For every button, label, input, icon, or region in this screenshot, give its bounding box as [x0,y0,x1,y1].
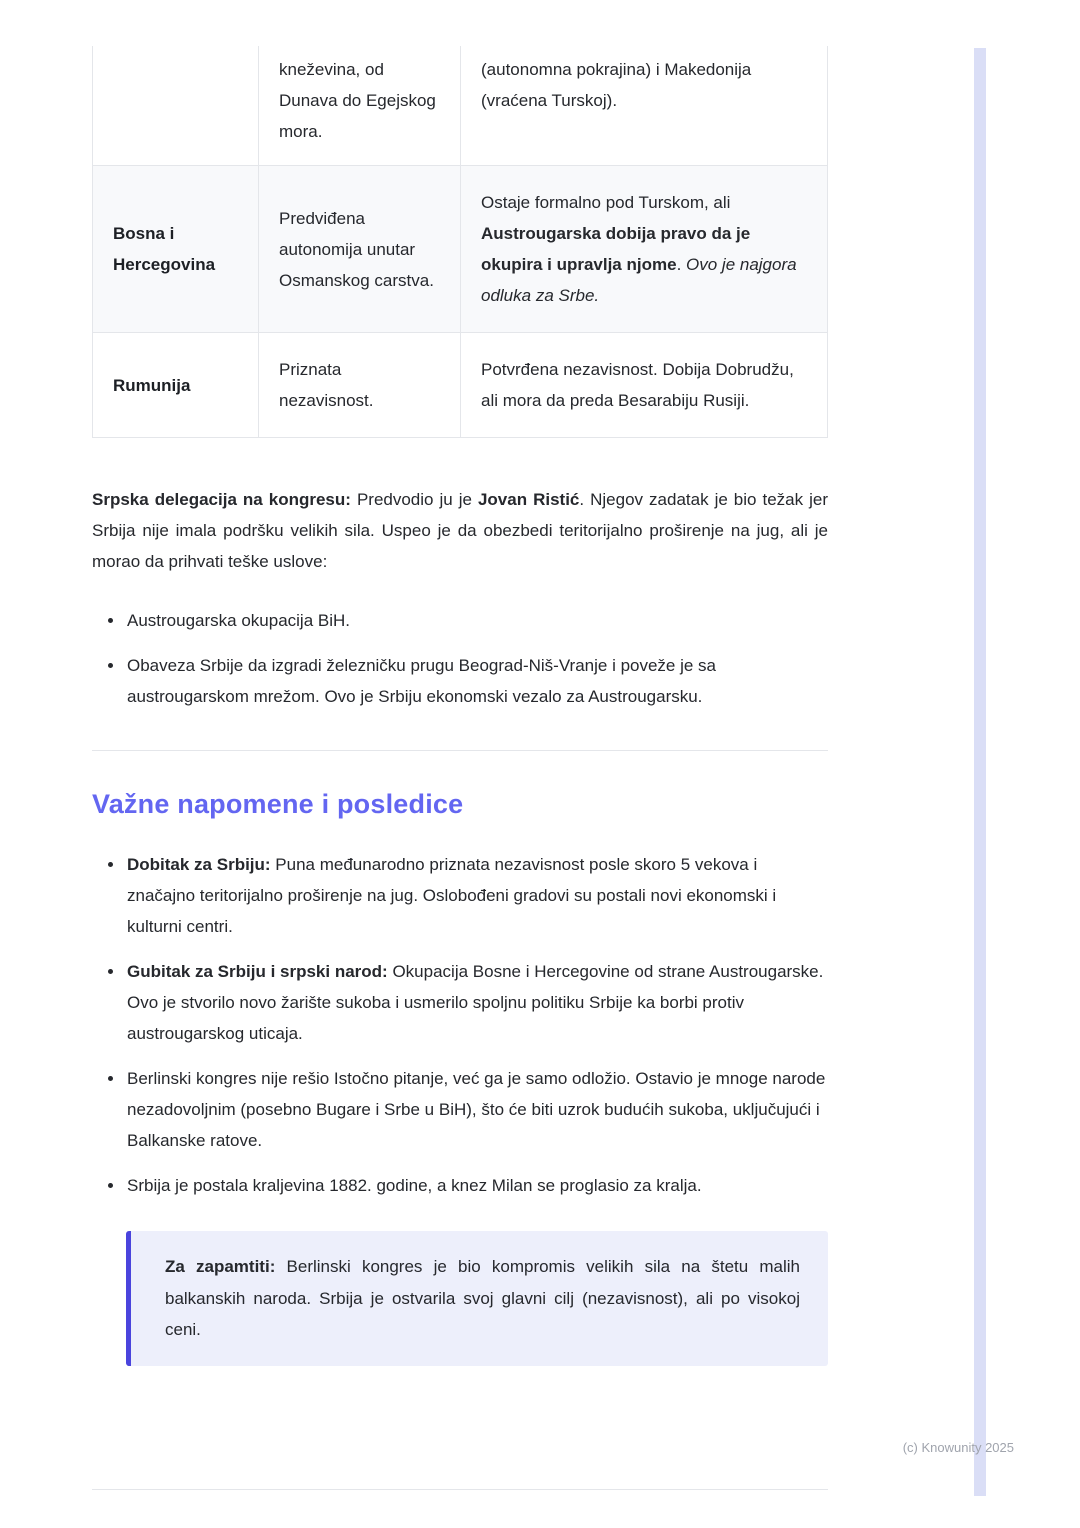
table-cell-country [93,46,259,166]
remember-callout [126,1231,828,1366]
list-item: • Berlinski kongres nije rešio Istočno pitanje, već ga je samo odložio. Ostavio je mnoge narode nezadovoljnim (posebno Bugare i Srbe u BiH), što će biti uzrok budućih sukoba, uključujući i Balkanske ratove. [125,1063,828,1156]
list-item: • Gubitak za Srbiju i srpski narod: Okupacija Bosne i Hercegovine od strane Austrougarske. Ovo je stvorilo novo žarište sukoba i usmerilo spoljnu politiku Srbije ka borbi protiv austrougarskog uticaja. [125,956,828,1049]
consequences-list [92,849,828,1201]
congress-decisions-table [92,46,828,438]
section-divider [92,750,828,751]
footer-credit: (c) Knowunity 2025 [902,1440,1014,1455]
callout-text: Za zapamtiti: Berlinski kongres je bio kompromis velikih sila na štetu malih balkanskih naroda. Srbija je ostvarila svoj glavni cilj (nezavisnost), ali po visokoj ceni. [165,1257,801,1339]
section-heading: Važne napomene i posledice [92,789,464,819]
table-cell-outcome: Ostaje formalno pod Turskom, ali Austrougarska dobija pravo da je okupira i upravlja njome. Ovo je najgora odluka za Srbe. [461,166,828,333]
table-cell-decision: kneževina, od Dunava do Egejskog mora. [259,46,461,166]
table-cell-decision: Priznata nezavisnost. [259,333,461,438]
document-page-content [92,0,828,1366]
list-item: • Dobitak za Srbiju: Puna međunarodno priznata nezavisnost posle skoro 5 vekova i značajno teritorijalno proširenje na jug. Oslobođeni gradovi su postali novi ekonomski i kulturni centri. [125,849,828,942]
conditions-list [92,605,828,712]
page-bottom-divider [92,1489,828,1490]
table-row-bosna [93,166,828,333]
table-row-rumunija [93,333,828,438]
table-cell-country: Rumunija [93,333,259,438]
table-cell-decision: Predviđena autonomija unutar Osmanskog carstva. [259,166,461,333]
table-cell-country: Bosna i Hercegovina [93,166,259,333]
delegation-paragraph: Srpska delegacija na kongresu: Predvodio ju je Jovan Ristić. Njegov zadatak je bio težak jer Srbija nije imala podršku velikih sila. Uspeo je da obezbedi teritorijalno proširenje na jug, ali je morao da prihvati teške uslove: [92,490,829,571]
list-item: • Austrougarska okupacija BiH. [125,605,828,636]
list-item: • Obaveza Srbije da izgradi železničku prugu Beograd-Niš-Vranje i poveže je sa austrougarskom mrežom. Ovo je Srbiju ekonomski vezalo za Austrougarsku. [125,650,828,712]
table-cell-outcome: Potvrđena nezavisnost. Dobija Dobrudžu, ali mora da preda Besarabiju Rusiji. [461,333,828,438]
table-row-cutoff [93,46,828,166]
table-cell-outcome: (autonomna pokrajina) i Makedonija (vraćena Turskoj). [461,46,828,166]
page-edge-stripe [974,48,986,1496]
list-item: • Srbija je postala kraljevina 1882. godine, a knez Milan se proglasio za kralja. [125,1170,828,1201]
